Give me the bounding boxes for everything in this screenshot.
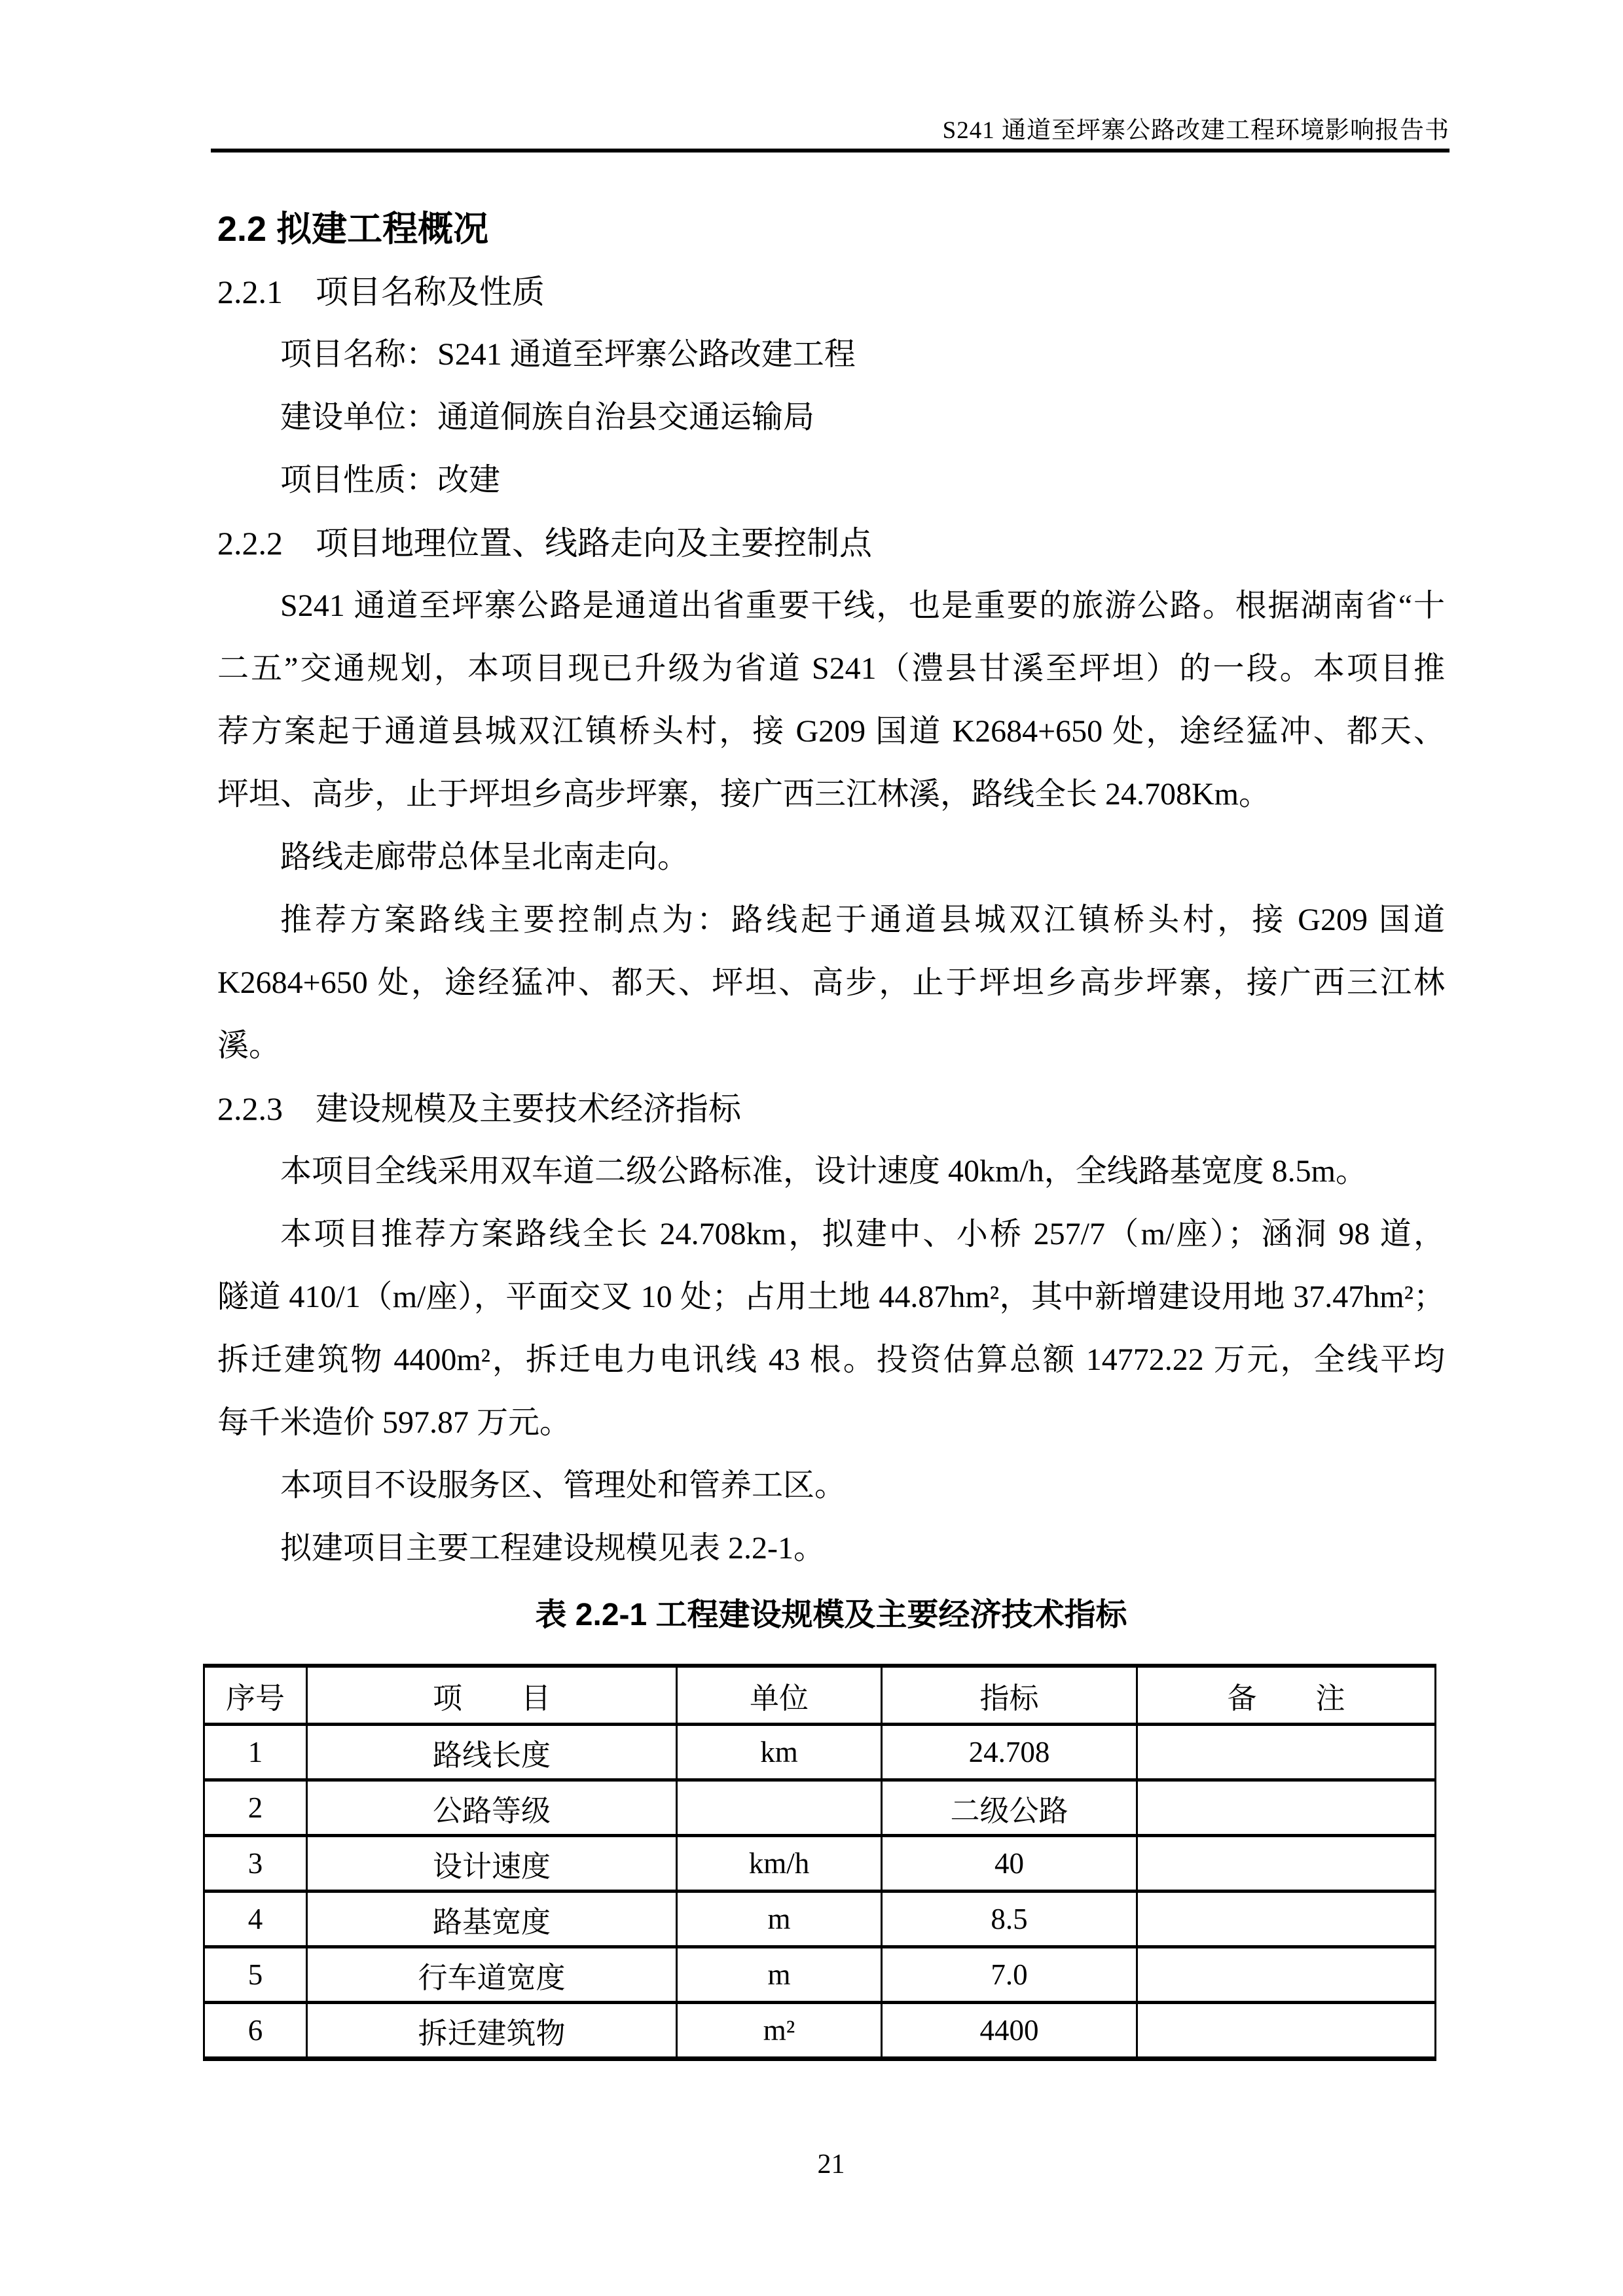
cell-index: 6 — [204, 2003, 307, 2059]
table-caption: 表 2.2-1 工程建设规模及主要经济技术指标 — [535, 1598, 1127, 1632]
no-service-area-line: 本项目不设服务区、管理处和管养工区。 — [280, 1468, 847, 1503]
col-header-indicator: 指标 — [882, 1666, 1137, 1725]
scale-para-line-4: 每千米造价 597.87 万元。 — [217, 1405, 572, 1440]
cell-index: 2 — [204, 1780, 307, 1836]
cell-remark — [1137, 1780, 1436, 1836]
scale-para-line-1: 本项目推荐方案路线全长 24.708km，拟建中、小桥 257/7（m/座）；涵洞 98 道， — [280, 1217, 1445, 1251]
cell-remark — [1137, 1836, 1436, 1892]
header-rule — [211, 149, 1450, 152]
location-para-line-1: S241 通道至坪寨公路是通道出省重要干线，也是重要的旅游公路。根据湖南省“十 — [280, 588, 1445, 623]
cell-index: 1 — [204, 1725, 307, 1780]
cell-remark — [1137, 1947, 1436, 2003]
page-number: 21 — [817, 2149, 845, 2179]
col-header-unit: 单位 — [677, 1666, 882, 1725]
cell-unit: m² — [677, 2003, 882, 2059]
col-header-item: 项 目 — [307, 1666, 677, 1725]
cell-index: 4 — [204, 1892, 307, 1947]
control-points-line-3: 溪。 — [217, 1028, 281, 1063]
spec-table — [203, 1664, 1436, 2061]
control-points-line-1: 推荐方案路线主要控制点为：路线起于通道县城双江镇桥头村，接 G209 国道 — [280, 903, 1445, 937]
cell-indicator: 4400 — [882, 2003, 1137, 2059]
cell-indicator: 24.708 — [882, 1725, 1137, 1780]
cell-item: 路线长度 — [307, 1725, 677, 1780]
document-content — [217, 198, 1445, 2061]
cell-item: 设计速度 — [307, 1836, 677, 1892]
design-standard-line: 本项目全线采用双车道二级公路标准，设计速度 40km/h，全线路基宽度 8.5m。 — [280, 1154, 1368, 1189]
cell-unit: m — [677, 1947, 882, 2003]
heading-2-2-2: 2.2.2 项目地理位置、线路走向及主要控制点 — [217, 525, 872, 562]
cell-indicator: 8.5 — [882, 1892, 1137, 1947]
cell-remark — [1137, 1892, 1436, 1947]
cell-index: 5 — [204, 1947, 307, 2003]
construction-unit-line: 建设单位：通道侗族自治县交通运输局 — [280, 400, 815, 435]
scale-para-line-2: 隧道 410/1（m/座），平面交叉 10 处；占用土地 44.87hm²，其中新增建设用地 37.47hm²； — [217, 1280, 1445, 1314]
cell-item: 路基宽度 — [307, 1892, 677, 1947]
heading-2-2-3: 2.2.3 建设规模及主要技术经济指标 — [217, 1090, 741, 1127]
col-header-remark: 备 注 — [1137, 1666, 1436, 1725]
cell-item: 拆迁建筑物 — [307, 2003, 677, 2059]
cell-item: 公路等级 — [307, 1780, 677, 1836]
table-reference-line: 拟建项目主要工程建设规模见表 2.2-1。 — [280, 1531, 825, 1566]
scale-para-line-3: 拆迁建筑物 4400m²，拆迁电力电讯线 43 根。投资估算总额 14772.22 万元，全线平均 — [217, 1342, 1445, 1377]
project-name-line: 项目名称：S241 通道至坪寨公路改建工程 — [280, 337, 856, 372]
cell-unit: km — [677, 1725, 882, 1780]
cell-unit — [677, 1780, 882, 1836]
cell-unit: m — [677, 1892, 882, 1947]
table-row — [204, 1725, 1436, 1780]
control-points-line-2: K2684+650 处，途经猛冲、都天、坪坦、高步，止于坪坦乡高步坪寨，接广西三江林 — [217, 965, 1445, 1000]
corridor-direction-line: 路线走廊带总体呈北南走向。 — [280, 840, 689, 874]
cell-index: 3 — [204, 1836, 307, 1892]
heading-2-2-1: 2.2.1 项目名称及性质 — [217, 274, 545, 310]
table-row — [204, 1947, 1436, 2003]
cell-indicator: 40 — [882, 1836, 1137, 1892]
cell-indicator: 7.0 — [882, 1947, 1137, 2003]
heading-2-2: 2.2 拟建工程概况 — [217, 209, 489, 249]
cell-item: 行车道宽度 — [307, 1947, 677, 2003]
table-row — [204, 1892, 1436, 1947]
table-row — [204, 1780, 1436, 1836]
cell-remark — [1137, 1725, 1436, 1780]
location-para-line-2: 二五”交通规划，本项目现已升级为省道 S241（澧县甘溪至坪坦）的一段。本项目推 — [217, 651, 1445, 686]
table-row — [204, 2003, 1436, 2059]
page-header-title: S241 通道至坪寨公路改建工程环境影响报告书 — [942, 117, 1450, 144]
cell-indicator: 二级公路 — [882, 1780, 1137, 1836]
table-header-row — [204, 1666, 1436, 1725]
col-header-index: 序号 — [204, 1666, 307, 1725]
project-nature-line: 项目性质：改建 — [280, 463, 501, 497]
location-para-line-3: 荐方案起于通道县城双江镇桥头村，接 G209 国道 K2684+650 处，途经猛冲、都天、 — [217, 714, 1445, 749]
cell-remark — [1137, 2003, 1436, 2059]
location-para-line-4: 坪坦、高步，止于坪坦乡高步坪寨，接广西三江林溪，路线全长 24.708Km。 — [217, 777, 1271, 812]
table-row — [204, 1836, 1436, 1892]
cell-unit: km/h — [677, 1836, 882, 1892]
